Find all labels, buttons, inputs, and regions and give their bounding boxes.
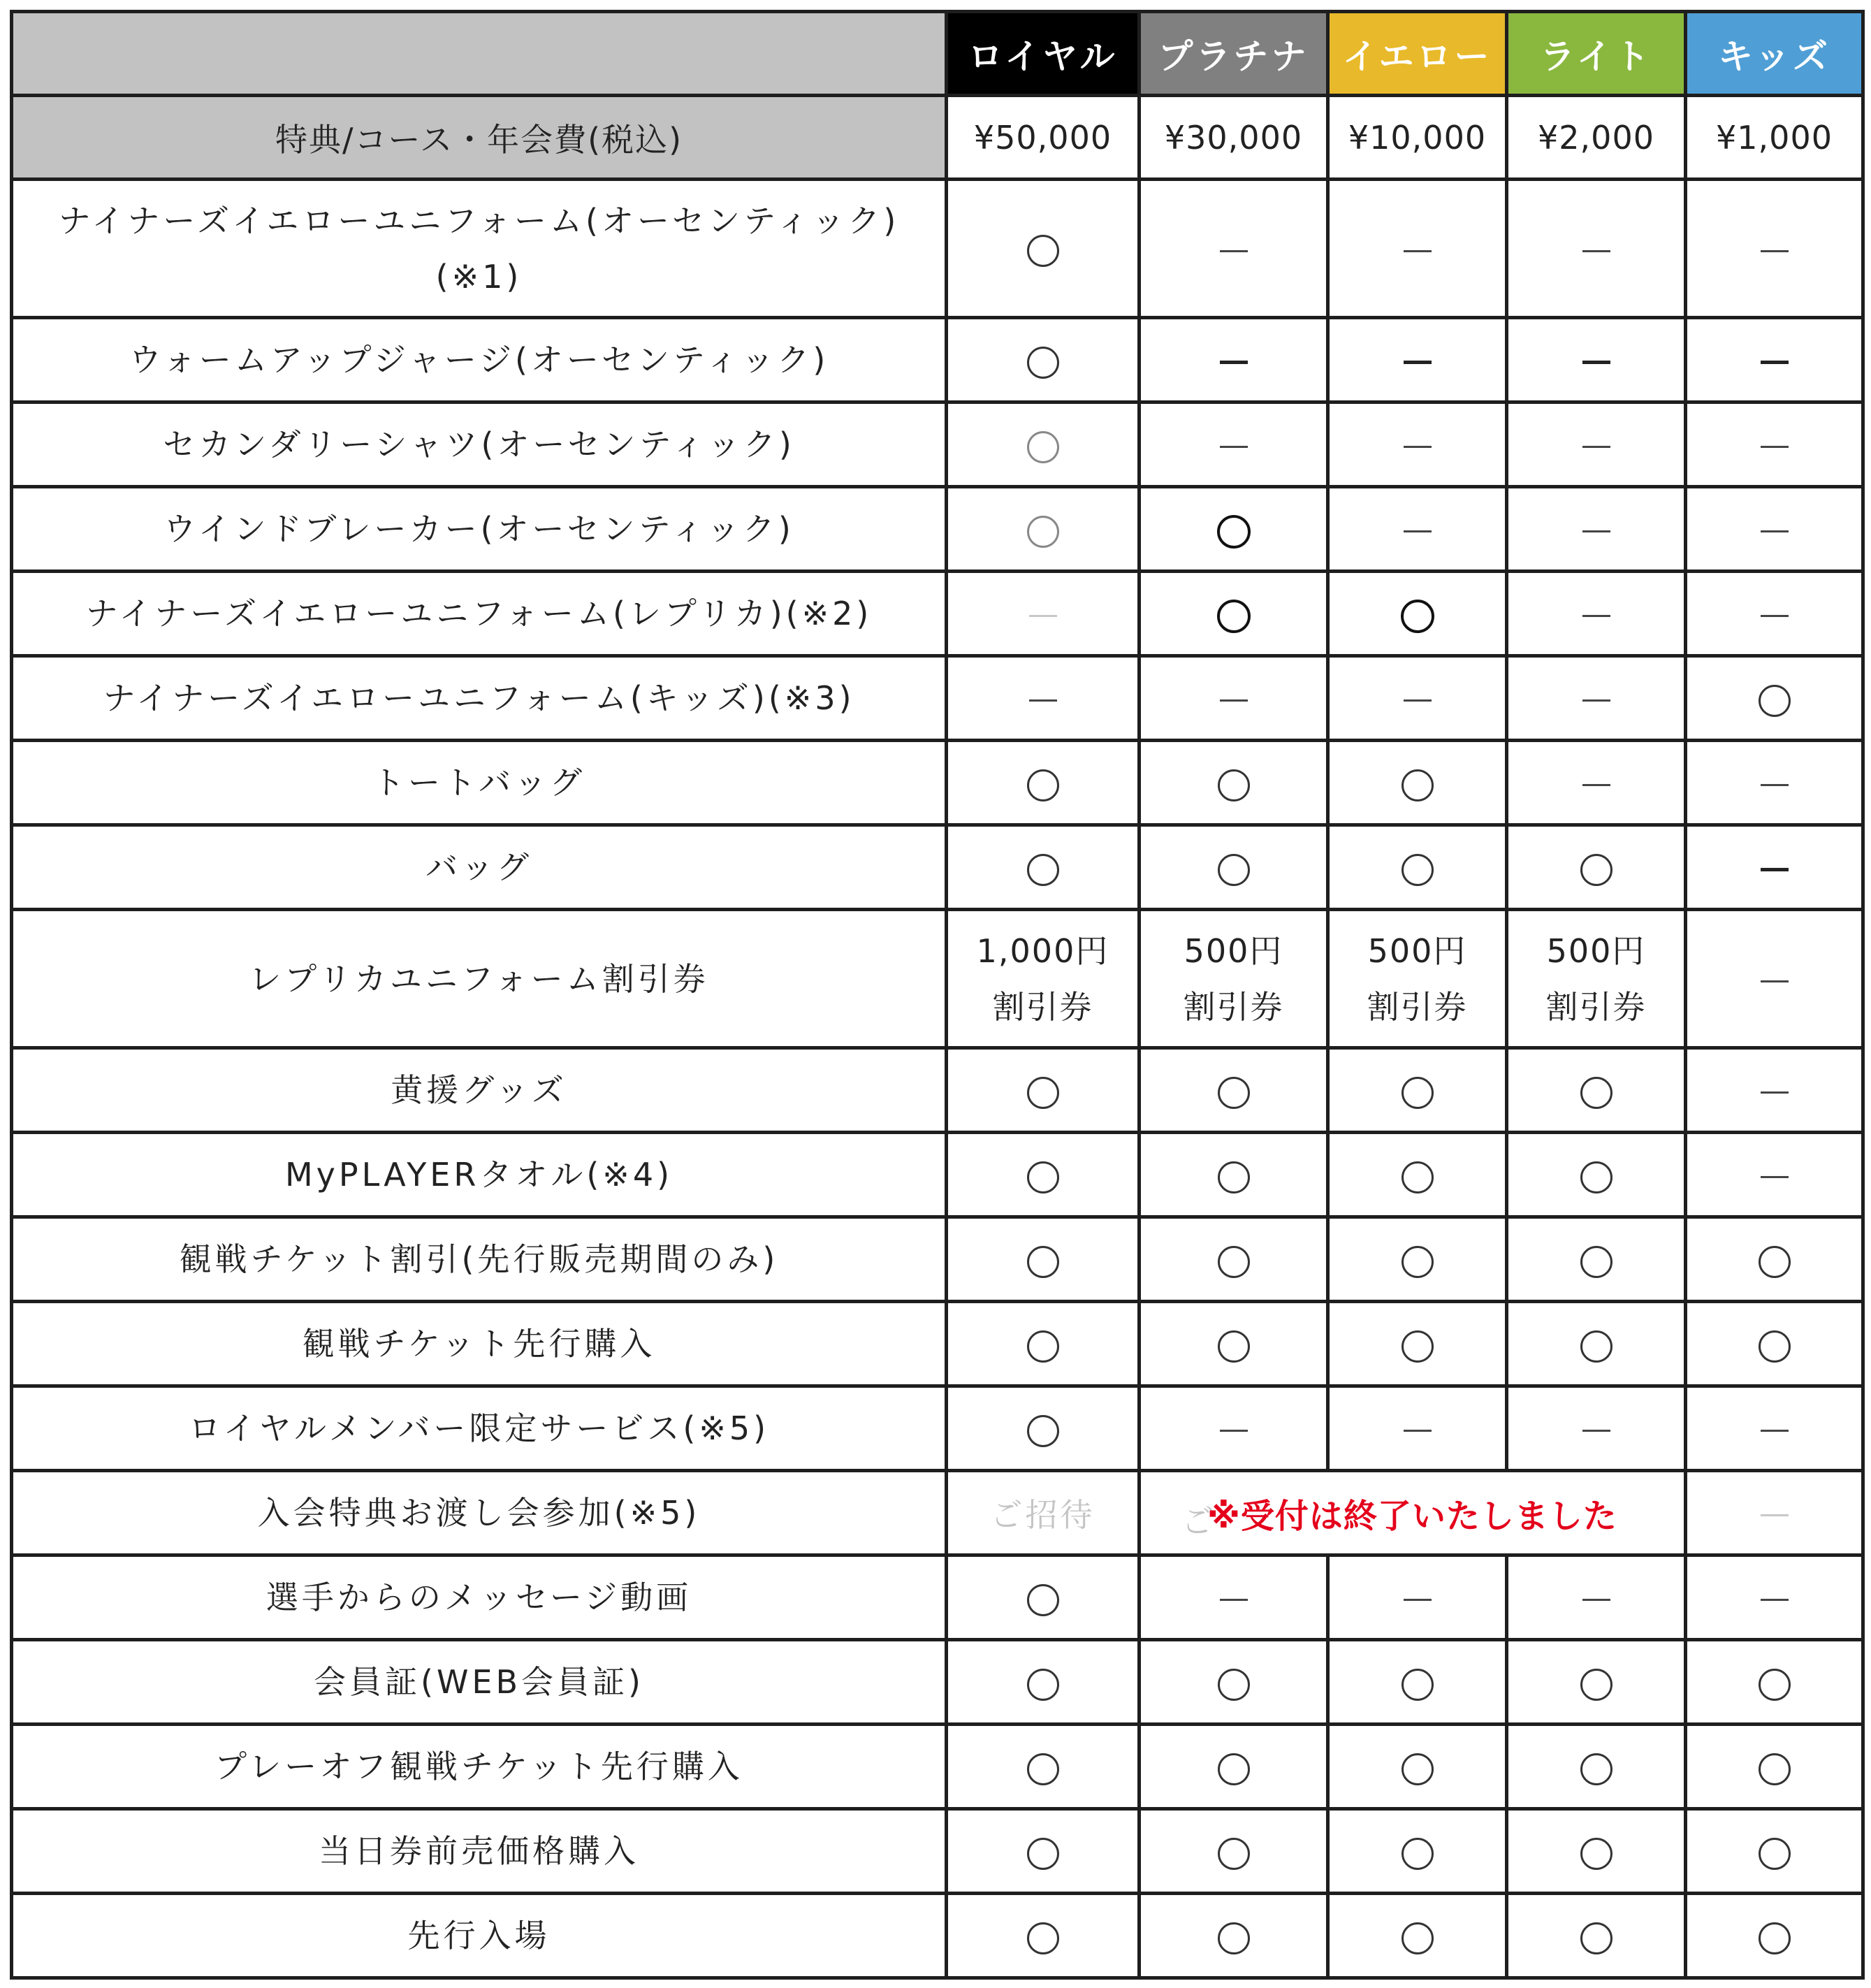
cell-royal	[947, 656, 1140, 741]
cell-kids	[1686, 572, 1863, 656]
included-circle-icon	[1217, 600, 1251, 633]
included-circle-icon	[1402, 854, 1434, 886]
cell-platinum	[1140, 487, 1328, 572]
included-circle-icon	[1027, 431, 1059, 463]
not-included-dash-icon	[1220, 699, 1248, 702]
included-circle-icon	[1402, 1922, 1434, 1954]
cell-kids	[1686, 1725, 1863, 1809]
included-circle-icon	[1218, 1161, 1250, 1193]
price-royal: ¥50,000	[947, 96, 1140, 180]
cell-yellow	[1328, 1555, 1507, 1640]
cell-royal	[947, 1894, 1140, 1978]
cell-platinum	[1140, 180, 1328, 318]
included-circle-icon	[1402, 1330, 1434, 1363]
course-yellow-header: イエロー	[1328, 12, 1507, 96]
cell-kids	[1686, 180, 1863, 318]
included-circle-icon	[1027, 235, 1059, 267]
table-row	[12, 1640, 1863, 1725]
cell-royal	[947, 180, 1140, 318]
cell-light	[1507, 1640, 1686, 1725]
course-kids-header: キッズ	[1686, 12, 1863, 96]
not-included-dash-icon	[1761, 250, 1789, 252]
included-circle-icon	[1027, 347, 1059, 379]
benefit-label	[12, 180, 947, 318]
included-circle-icon	[1027, 1161, 1059, 1193]
included-circle-icon	[1759, 1330, 1791, 1363]
not-included-dash-icon	[1404, 1430, 1432, 1432]
included-circle-icon	[1759, 685, 1791, 717]
cell-platinum	[1140, 318, 1328, 402]
included-circle-icon	[1580, 854, 1612, 886]
reception-ended-notice: ※受付は終了いたしました	[1207, 1496, 1617, 1536]
cell-light	[1507, 1386, 1686, 1471]
cell-kids	[1686, 1640, 1863, 1725]
cell-yellow	[1328, 656, 1507, 741]
included-circle-icon	[1580, 1669, 1612, 1701]
benefit-label: MyPLAYERタオル(※4)	[12, 1133, 947, 1217]
benefit-label: 観戦チケット割引(先行販売期間のみ)	[12, 1217, 947, 1302]
course-header-row	[12, 12, 1863, 96]
benefit-label: ナイナーズイエローユニフォーム(キッズ)(※3)	[12, 656, 947, 741]
cell-royal	[947, 487, 1140, 572]
table-row	[12, 180, 1863, 318]
price-platinum: ¥30,000	[1140, 96, 1328, 180]
not-included-dash-icon	[1761, 615, 1789, 617]
cell-yellow	[1328, 487, 1507, 572]
cell-kids	[1686, 1217, 1863, 1302]
included-circle-icon	[1217, 515, 1251, 549]
cell-light	[1507, 572, 1686, 656]
benefit-label: レプリカユニフォーム割引券	[12, 910, 947, 1048]
cell-yellow	[1328, 1386, 1507, 1471]
table-row	[12, 1555, 1863, 1640]
cell-platinum	[1140, 825, 1328, 910]
benefit-label: セカンダリーシャツ(オーセンティック)	[12, 402, 947, 487]
included-circle-icon	[1027, 1415, 1059, 1447]
price-row-label: 特典/コース・年会費(税込)	[12, 96, 947, 180]
table-row	[12, 1894, 1863, 1978]
cell-kids	[1686, 1555, 1863, 1640]
cell-royal	[947, 741, 1140, 825]
included-circle-icon	[1759, 1922, 1791, 1954]
cell-kids	[1686, 1471, 1863, 1555]
included-circle-icon	[1402, 769, 1434, 801]
not-included-dash-icon	[1582, 446, 1610, 448]
cell-yellow	[1328, 1640, 1507, 1725]
not-included-dash-icon	[1761, 1599, 1789, 1601]
price-row	[12, 96, 1863, 180]
not-included-dash-icon	[1404, 699, 1432, 702]
cell-yellow	[1328, 1302, 1507, 1386]
included-circle-icon	[1759, 1246, 1791, 1278]
cell-yellow	[1328, 1217, 1507, 1302]
included-circle-icon	[1218, 1330, 1250, 1363]
cell-yellow	[1328, 1809, 1507, 1894]
included-circle-icon	[1027, 1584, 1059, 1616]
table-row	[12, 1217, 1863, 1302]
included-circle-icon	[1759, 1838, 1791, 1870]
invite-royal: ご招待	[947, 1471, 1140, 1555]
cell-platinum	[1140, 402, 1328, 487]
cell-kids	[1686, 402, 1863, 487]
voucher-text: 割引券	[1183, 987, 1284, 1026]
benefit-label: トートバッグ	[12, 741, 947, 825]
cell-platinum	[1140, 1386, 1328, 1471]
cell-royal	[947, 1555, 1140, 1640]
cell-light	[1507, 656, 1686, 741]
cell-royal	[947, 1386, 1140, 1471]
cell-yellow	[1328, 318, 1507, 402]
cell-royal	[947, 1048, 1140, 1133]
not-included-dash-icon	[1404, 1599, 1432, 1601]
benefit-label-line2: (※1)	[435, 257, 523, 296]
included-circle-icon	[1759, 1753, 1791, 1785]
not-included-dash-icon	[1582, 784, 1610, 786]
included-circle-icon	[1402, 1161, 1434, 1193]
cell-platinum	[1140, 1809, 1328, 1894]
cell-yellow	[1328, 1048, 1507, 1133]
not-included-dash-icon	[1761, 868, 1789, 871]
not-included-dash-icon	[1582, 615, 1610, 617]
not-included-dash-icon	[1404, 530, 1432, 532]
cell-light	[1507, 1048, 1686, 1133]
table-row	[12, 572, 1863, 656]
cell-royal	[947, 1809, 1140, 1894]
cell-kids	[1686, 1302, 1863, 1386]
cell-platinum	[1140, 656, 1328, 741]
cell-kids	[1686, 487, 1863, 572]
reception-ended-cell	[1140, 1471, 1686, 1555]
not-included-dash-icon	[1404, 250, 1432, 252]
included-circle-icon	[1218, 1753, 1250, 1785]
not-included-dash-icon	[1220, 250, 1248, 252]
not-included-dash-icon	[1761, 446, 1789, 448]
included-circle-icon	[1027, 1669, 1059, 1701]
voucher-light	[1507, 910, 1686, 1048]
included-circle-icon	[1580, 1161, 1612, 1193]
included-circle-icon	[1401, 600, 1434, 633]
cell-yellow	[1328, 1725, 1507, 1809]
voucher-yellow	[1328, 910, 1507, 1048]
cell-platinum	[1140, 572, 1328, 656]
table-row	[12, 402, 1863, 487]
cell-platinum	[1140, 1894, 1328, 1978]
table-row	[12, 656, 1863, 741]
cell-light	[1507, 1133, 1686, 1217]
voucher-text: 割引券	[1545, 987, 1647, 1026]
included-circle-icon	[1580, 1838, 1612, 1870]
voucher-text: 割引券	[992, 987, 1093, 1026]
cell-kids	[1686, 741, 1863, 825]
included-circle-icon	[1580, 1330, 1612, 1363]
cell-yellow	[1328, 1133, 1507, 1217]
cell-kids	[1686, 1894, 1863, 1978]
benefit-label: 先行入場	[12, 1894, 947, 1978]
not-included-dash-icon	[1582, 699, 1610, 702]
not-included-dash-icon	[1582, 1430, 1610, 1432]
table-row	[12, 825, 1863, 910]
cell-royal	[947, 1640, 1140, 1725]
included-circle-icon	[1027, 1077, 1059, 1109]
included-circle-icon	[1218, 1246, 1250, 1278]
not-included-dash-icon	[1404, 361, 1432, 364]
cell-royal	[947, 1133, 1140, 1217]
benefit-label: ウォームアップジャージ(オーセンティック)	[12, 318, 947, 402]
not-included-dash-icon	[1761, 1430, 1789, 1432]
included-circle-icon	[1402, 1246, 1434, 1278]
table-row	[12, 1725, 1863, 1809]
benefit-label: 観戦チケット先行購入	[12, 1302, 947, 1386]
table-row	[12, 1302, 1863, 1386]
table-row	[12, 1471, 1863, 1555]
benefit-label: プレーオフ観戦チケット先行購入	[12, 1725, 947, 1809]
included-circle-icon	[1218, 1077, 1250, 1109]
benefit-label: 会員証(WEB会員証)	[12, 1640, 947, 1725]
benefit-label: ナイナーズイエローユニフォーム(レプリカ)(※2)	[12, 572, 947, 656]
benefits-comparison-table	[10, 10, 1865, 1980]
included-circle-icon	[1027, 1330, 1059, 1363]
voucher-amount: 500円	[1546, 931, 1646, 970]
included-circle-icon	[1580, 1753, 1612, 1785]
cell-yellow	[1328, 572, 1507, 656]
included-circle-icon	[1027, 854, 1059, 886]
not-included-dash-icon	[1029, 699, 1057, 702]
benefit-label: ウインドブレーカー(オーセンティック)	[12, 487, 947, 572]
benefit-label-line1: ナイナーズイエローユニフォーム(オーセンティック)	[58, 201, 900, 240]
included-circle-icon	[1218, 1922, 1250, 1954]
cell-light	[1507, 318, 1686, 402]
cell-royal	[947, 402, 1140, 487]
cell-royal	[947, 1725, 1140, 1809]
included-circle-icon	[1027, 1753, 1059, 1785]
cell-yellow	[1328, 741, 1507, 825]
course-platinum-header: プラチナ	[1140, 12, 1328, 96]
not-included-dash-icon	[1220, 1430, 1248, 1432]
benefit-label: 当日券前売価格購入	[12, 1809, 947, 1894]
included-circle-icon	[1027, 516, 1059, 548]
included-circle-icon	[1580, 1077, 1612, 1109]
cell-kids	[1686, 1133, 1863, 1217]
benefit-label: 入会特典お渡し会参加(※5)	[12, 1471, 947, 1555]
included-circle-icon	[1218, 1669, 1250, 1701]
table-row	[12, 1809, 1863, 1894]
price-kids: ¥1,000	[1686, 96, 1863, 180]
cell-platinum	[1140, 1217, 1328, 1302]
cell-light	[1507, 1809, 1686, 1894]
included-circle-icon	[1580, 1246, 1612, 1278]
cell-kids	[1686, 910, 1863, 1048]
included-circle-icon	[1027, 1838, 1059, 1870]
included-circle-icon	[1402, 1077, 1434, 1109]
cell-light	[1507, 402, 1686, 487]
voucher-amount: 500円	[1184, 931, 1283, 970]
not-included-dash-icon	[1582, 1599, 1610, 1601]
included-circle-icon	[1402, 1838, 1434, 1870]
table-row	[12, 1048, 1863, 1133]
benefit-label: バッグ	[12, 825, 947, 910]
not-included-dash-icon	[1220, 1599, 1248, 1601]
table-row	[12, 741, 1863, 825]
cell-platinum	[1140, 1133, 1328, 1217]
included-circle-icon	[1218, 769, 1250, 801]
voucher-royal	[947, 910, 1140, 1048]
included-circle-icon	[1402, 1753, 1434, 1785]
not-included-dash-icon	[1220, 446, 1248, 448]
table-row	[12, 487, 1863, 572]
voucher-platinum	[1140, 910, 1328, 1048]
cell-light	[1507, 1302, 1686, 1386]
voucher-amount: 1,000円	[976, 931, 1109, 970]
not-included-dash-icon	[1761, 1176, 1789, 1178]
cell-royal	[947, 1217, 1140, 1302]
cell-light	[1507, 1725, 1686, 1809]
benefit-label: 選手からのメッセージ動画	[12, 1555, 947, 1640]
cell-platinum	[1140, 1302, 1328, 1386]
benefit-label: ロイヤルメンバー限定サービス(※5)	[12, 1386, 947, 1471]
cell-light	[1507, 825, 1686, 910]
cell-kids	[1686, 825, 1863, 910]
cell-light	[1507, 741, 1686, 825]
not-included-dash-icon	[1220, 361, 1248, 364]
included-circle-icon	[1218, 854, 1250, 886]
cell-platinum	[1140, 741, 1328, 825]
invite-ghost-text: ご	[1181, 1502, 1214, 1540]
included-circle-icon	[1027, 1922, 1059, 1954]
cell-light	[1507, 1217, 1686, 1302]
cell-light	[1507, 1555, 1686, 1640]
cell-yellow	[1328, 402, 1507, 487]
cell-platinum	[1140, 1555, 1328, 1640]
not-included-dash-icon	[1582, 361, 1610, 364]
price-yellow: ¥10,000	[1328, 96, 1507, 180]
included-circle-icon	[1027, 769, 1059, 801]
cell-kids	[1686, 1048, 1863, 1133]
cell-platinum	[1140, 1725, 1328, 1809]
not-included-dash-icon	[1582, 530, 1610, 532]
not-included-dash-icon	[1761, 361, 1789, 364]
table-row	[12, 1386, 1863, 1471]
included-circle-icon	[1218, 1838, 1250, 1870]
voucher-amount: 500円	[1367, 931, 1467, 970]
benefit-label: 黄援グッズ	[12, 1048, 947, 1133]
cell-light	[1507, 1894, 1686, 1978]
included-circle-icon	[1580, 1922, 1612, 1954]
not-included-dash-icon	[1761, 1514, 1789, 1516]
cell-platinum	[1140, 1640, 1328, 1725]
voucher-text: 割引券	[1367, 987, 1468, 1026]
cell-royal	[947, 318, 1140, 402]
not-included-dash-icon	[1761, 980, 1789, 982]
course-royal-header: ロイヤル	[947, 12, 1140, 96]
not-included-dash-icon	[1029, 615, 1057, 617]
cell-royal	[947, 825, 1140, 910]
not-included-dash-icon	[1761, 530, 1789, 532]
cell-light	[1507, 487, 1686, 572]
table-row	[12, 318, 1863, 402]
cell-kids	[1686, 1386, 1863, 1471]
included-circle-icon	[1027, 1246, 1059, 1278]
cell-yellow	[1328, 825, 1507, 910]
cell-yellow	[1328, 180, 1507, 318]
not-included-dash-icon	[1761, 1091, 1789, 1094]
not-included-dash-icon	[1404, 446, 1432, 448]
cell-kids	[1686, 1809, 1863, 1894]
cell-kids	[1686, 656, 1863, 741]
cell-light	[1507, 180, 1686, 318]
cell-yellow	[1328, 1894, 1507, 1978]
included-circle-icon	[1759, 1669, 1791, 1701]
price-light: ¥2,000	[1507, 96, 1686, 180]
header-corner-cell	[12, 12, 947, 96]
not-included-dash-icon	[1761, 784, 1789, 786]
cell-platinum	[1140, 1048, 1328, 1133]
table-row	[12, 1133, 1863, 1217]
cell-royal	[947, 1302, 1140, 1386]
cell-royal	[947, 572, 1140, 656]
course-light-header: ライト	[1507, 12, 1686, 96]
included-circle-icon	[1402, 1669, 1434, 1701]
table-row	[12, 910, 1863, 1048]
not-included-dash-icon	[1582, 250, 1610, 252]
cell-kids	[1686, 318, 1863, 402]
